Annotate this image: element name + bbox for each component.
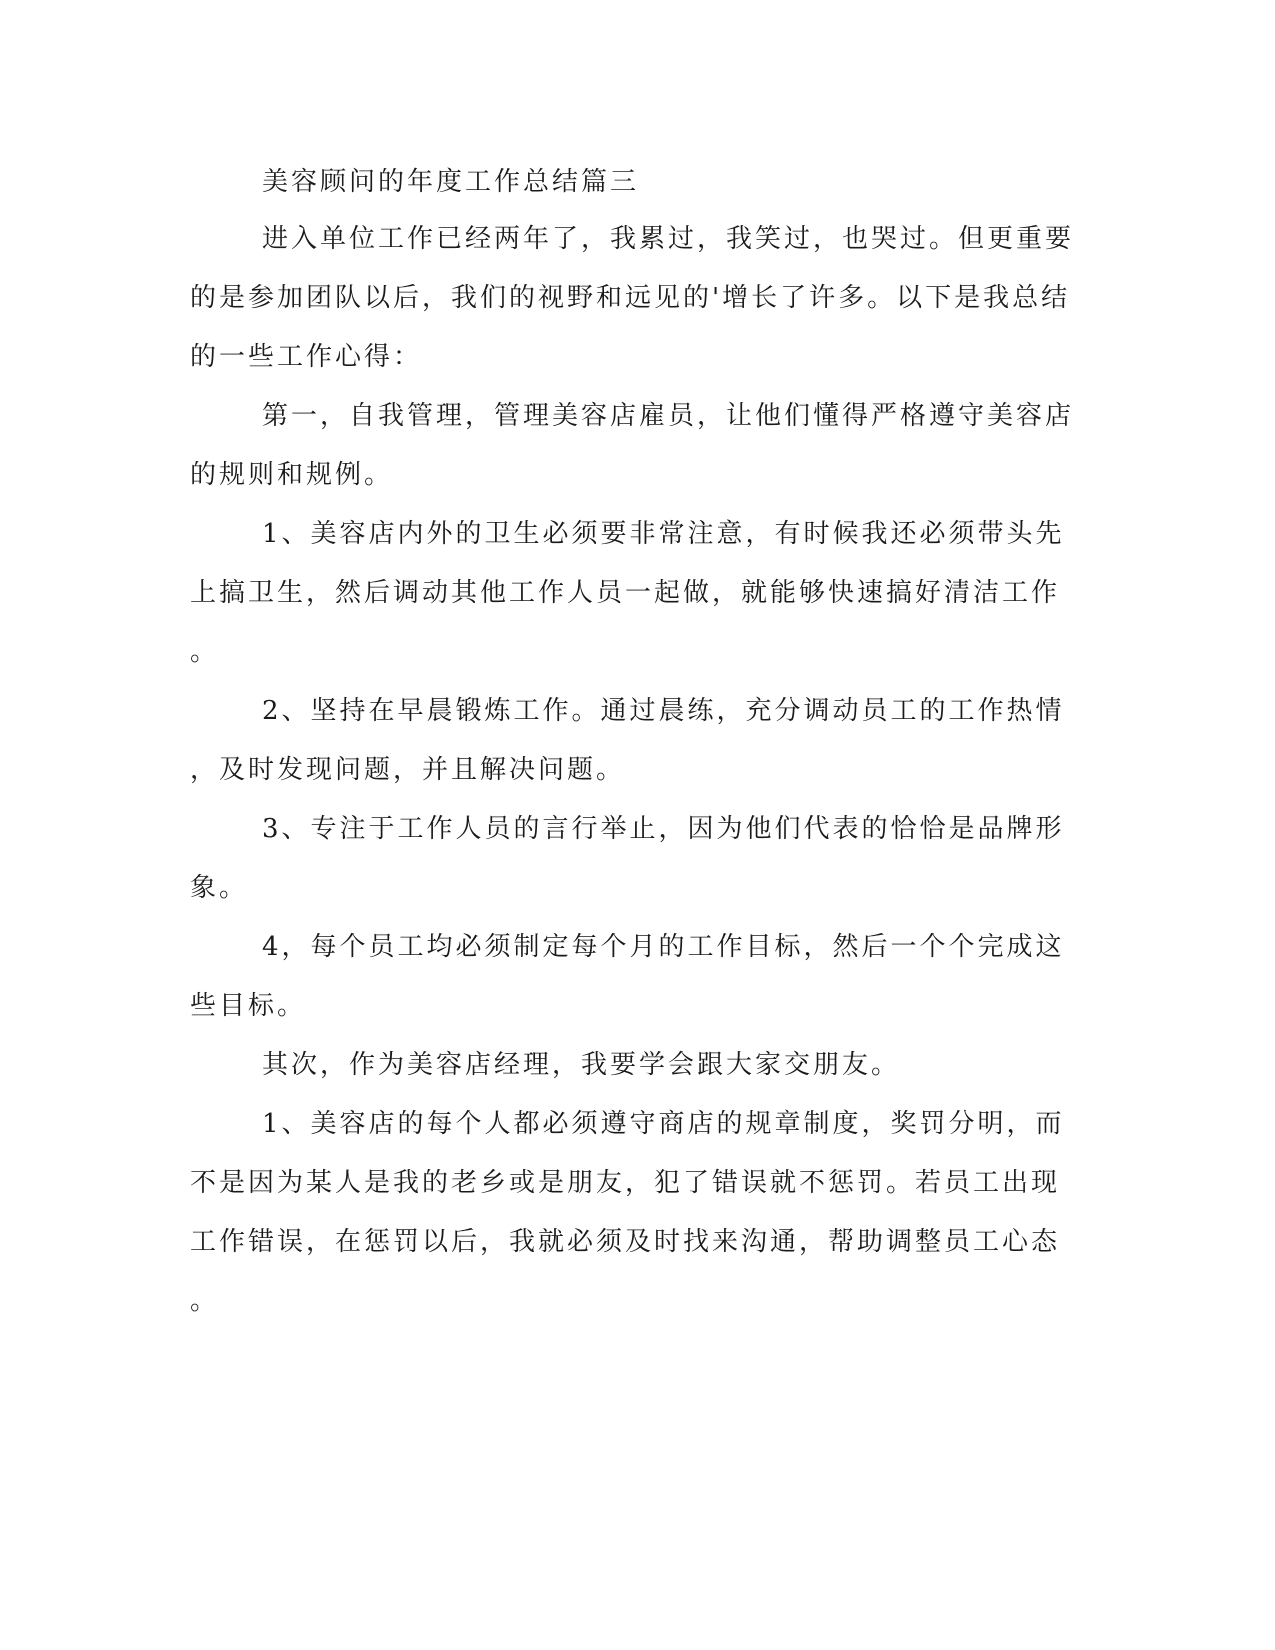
paragraph-line: 的是参加团队以后，我们的视野和远见的'增长了许多。以下是我总结 (190, 283, 1071, 313)
paragraph-line: 些目标。 (190, 991, 307, 1021)
paragraph-line: 1、美容店的每个人都必须遵守商店的规章制度，奖罚分明，而 (262, 1109, 1065, 1139)
paragraph-line: 象。 (190, 873, 249, 903)
paragraph-line: 第一，自我管理，管理美容店雇员，让他们懂得严格遵守美容店 (262, 401, 1075, 431)
paragraph-line: 2、坚持在早晨锻炼工作。通过晨练，充分调动员工的工作热情 (262, 696, 1065, 726)
paragraph-line: 4，每个员工均必须制定每个月的工作目标，然后一个个完成这 (262, 932, 1065, 962)
document-title: 美容顾问的年度工作总结篇三 (262, 167, 640, 197)
paragraph-line: 进入单位工作已经两年了，我累过，我笑过，也哭过。但更重要 (262, 224, 1075, 254)
paragraph-line: 的一些工作心得： (190, 342, 423, 372)
paragraph-line: 不是因为某人是我的老乡或是朋友，犯了错误就不惩罚。若员工出现 (190, 1168, 1061, 1198)
paragraph-line: 3、专注于工作人员的言行举止，因为他们代表的恰恰是品牌形 (262, 814, 1065, 844)
paragraph-line: 1、美容店内外的卫生必须要非常注意，有时候我还必须带头先 (262, 519, 1065, 549)
paragraph-line: 工作错误，在惩罚以后，我就必须及时找来沟通，帮助调整员工心态 (190, 1227, 1061, 1257)
paragraph-line: ，及时发现问题，并且解决问题。 (190, 755, 626, 785)
paragraph-line: 。 (190, 1286, 220, 1316)
paragraph-line: 上搞卫生，然后调动其他工作人员一起做，就能够快速搞好清洁工作 (190, 578, 1061, 608)
paragraph-line: 的规则和规例。 (190, 460, 394, 490)
paragraph-line: 其次，作为美容店经理，我要学会跟大家交朋友。 (262, 1050, 901, 1080)
paragraph-line: 。 (190, 637, 220, 667)
